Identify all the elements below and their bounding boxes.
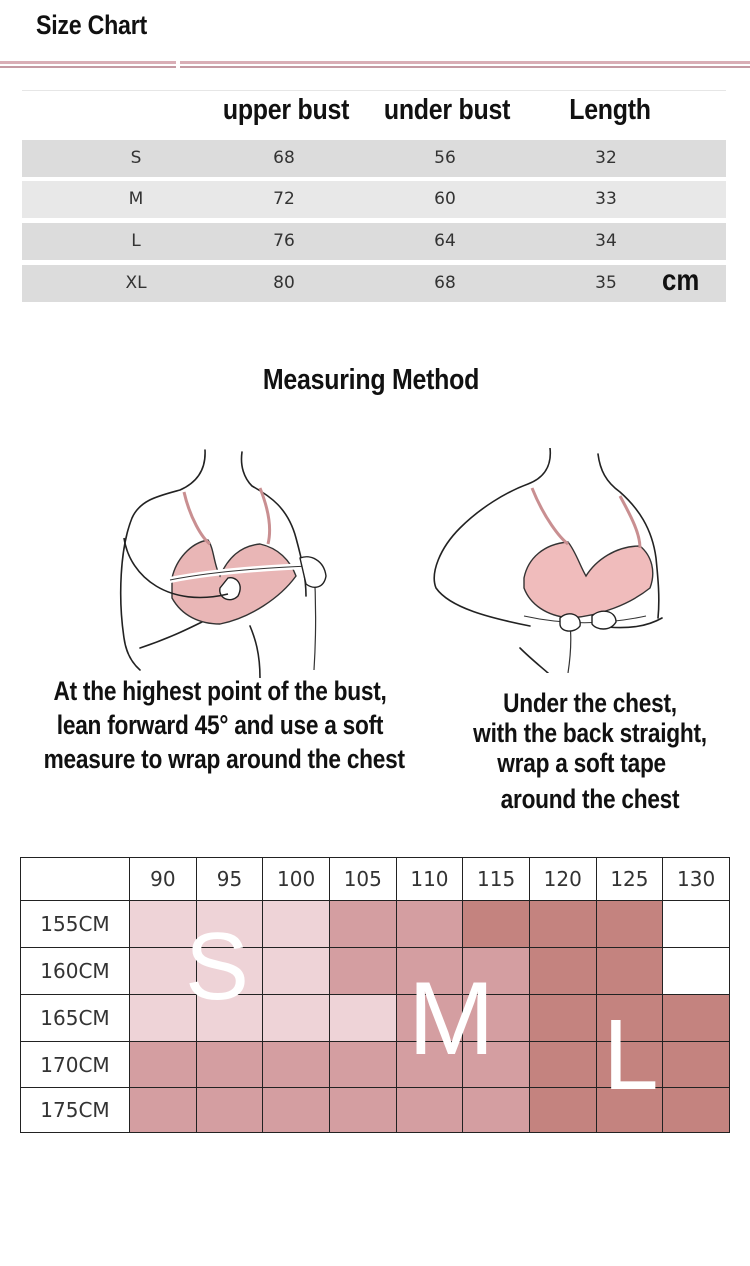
length-value: 34 — [595, 231, 617, 251]
column-header-length: Length — [569, 94, 651, 126]
weight-header: 115 — [463, 858, 530, 901]
grid-cell-l — [596, 901, 663, 948]
size-label: XL — [125, 273, 147, 293]
upper-bust-value: 72 — [273, 189, 295, 209]
weight-header: 110 — [396, 858, 463, 901]
grid-cell-l — [663, 1042, 730, 1088]
height-label: 170CM — [21, 1042, 130, 1088]
grid-cell-l — [529, 1042, 596, 1088]
weight-header: 130 — [663, 858, 730, 901]
under-bust-value: 68 — [434, 273, 456, 293]
grid-cell-l — [663, 1088, 730, 1133]
page-title: Size Chart — [36, 10, 147, 40]
caption-line: wrap a soft tape — [497, 748, 666, 778]
height-label: 160CM — [21, 948, 130, 995]
size-row-s — [22, 140, 726, 177]
upper-bust-value: 76 — [273, 231, 295, 251]
grid-cell-m — [196, 1088, 263, 1133]
size-fit-grid — [20, 857, 730, 1132]
weight-header: 105 — [329, 858, 396, 901]
grid-cell-m — [329, 948, 396, 995]
size-row-l — [22, 223, 726, 260]
grid-cell-m — [396, 1088, 463, 1133]
grid-cell-m — [263, 1042, 330, 1088]
grid-cell-l — [663, 995, 730, 1042]
under-bust-value: 60 — [434, 189, 456, 209]
weight-header: 100 — [263, 858, 330, 901]
grid-cell-m — [329, 1088, 396, 1133]
under-bust-value: 64 — [434, 231, 456, 251]
weight-header: 95 — [196, 858, 263, 901]
caption-line: Under the chest, — [503, 688, 677, 718]
upper-bust-illustration — [110, 448, 360, 678]
length-value: 33 — [595, 189, 617, 209]
grid-cell-m — [196, 1042, 263, 1088]
grid-cell-s — [263, 995, 330, 1042]
unit-label: cm — [662, 264, 700, 297]
height-row-160 — [21, 948, 730, 995]
grid-cell-empty — [663, 901, 730, 948]
grid-cell-l — [529, 901, 596, 948]
grid-cell-l — [463, 901, 530, 948]
grid-cell-s — [329, 995, 396, 1042]
grid-cell-m — [396, 901, 463, 948]
grid-corner — [21, 858, 130, 901]
size-label: S — [130, 148, 142, 168]
upper-bust-caption — [43, 674, 405, 776]
height-label: 155CM — [21, 901, 130, 948]
grid-cell-l — [529, 1088, 596, 1133]
size-table-top-rule — [22, 90, 726, 91]
caption-line: lean forward 45° and use a soft — [56, 710, 384, 740]
grid-cell-l — [529, 948, 596, 995]
grid-cell-m — [329, 901, 396, 948]
weight-header: 125 — [596, 858, 663, 901]
header-divider — [0, 61, 750, 64]
grid-cell-m — [463, 1088, 530, 1133]
size-letter-s: S — [185, 913, 250, 1020]
grid-cell-empty — [663, 948, 730, 995]
grid-cell-m — [329, 1042, 396, 1088]
weight-header: 120 — [529, 858, 596, 901]
grid-cell-m — [130, 1042, 197, 1088]
length-value: 32 — [595, 148, 617, 168]
size-row-xl — [22, 265, 726, 302]
size-label: M — [128, 189, 144, 209]
upper-bust-value: 80 — [273, 273, 295, 293]
measuring-method-title: Measuring Method — [262, 364, 480, 396]
grid-cell-l — [596, 948, 663, 995]
height-label: 175CM — [21, 1088, 130, 1133]
caption-line: At the highest point of the bust, — [53, 676, 387, 706]
header-divider-gap — [176, 61, 180, 69]
under-bust-illustration — [420, 448, 680, 673]
weight-header-row — [21, 858, 730, 901]
size-letter-m: M — [408, 961, 495, 1077]
column-header-upper-bust: upper bust — [222, 94, 350, 126]
under-bust-value: 56 — [434, 148, 456, 168]
under-bust-caption — [464, 688, 716, 814]
grid-cell-m — [263, 1088, 330, 1133]
size-row-m — [22, 181, 726, 218]
length-value: 35 — [595, 273, 617, 293]
size-letter-l: L — [603, 999, 659, 1111]
column-header-under-bust: under bust — [383, 94, 511, 126]
grid-cell-s — [263, 901, 330, 948]
grid-cell-s — [263, 948, 330, 995]
upper-bust-value: 68 — [273, 148, 295, 168]
height-row-155 — [21, 901, 730, 948]
caption-line: around the chest — [500, 784, 680, 814]
size-label: L — [131, 231, 141, 251]
caption-line: with the back straight, — [473, 718, 707, 748]
weight-header: 90 — [130, 858, 197, 901]
grid-cell-l — [529, 995, 596, 1042]
header-divider-secondary — [0, 66, 750, 68]
caption-line: measure to wrap around the chest — [43, 744, 405, 774]
height-label: 165CM — [21, 995, 130, 1042]
grid-cell-m — [130, 1088, 197, 1133]
